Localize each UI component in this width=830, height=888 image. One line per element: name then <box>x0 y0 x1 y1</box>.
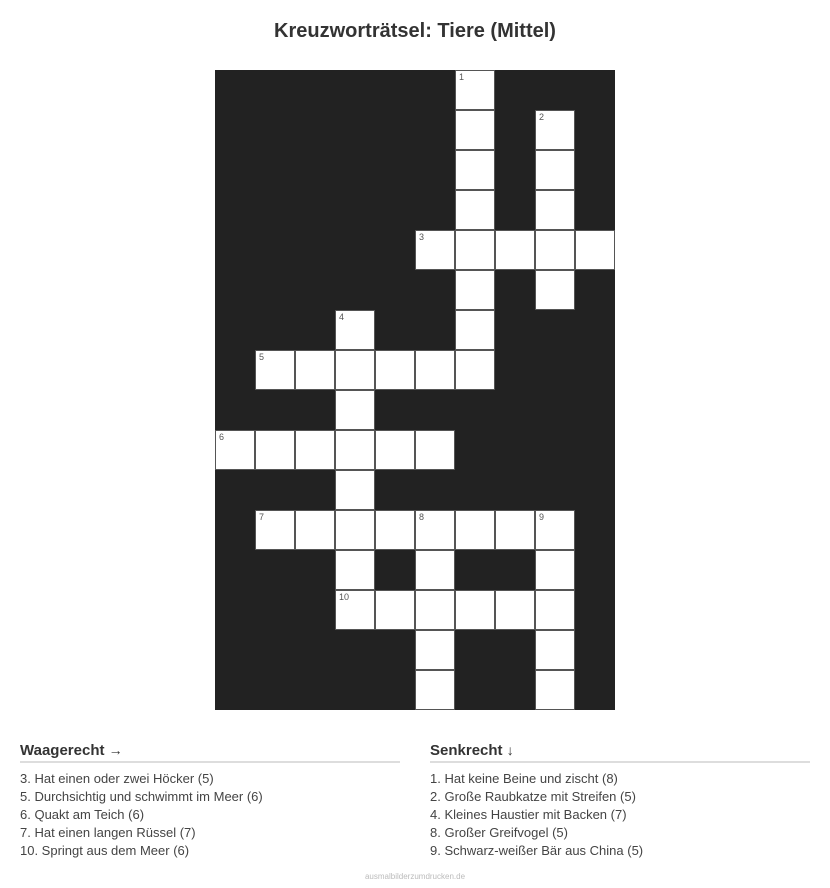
down-heading-label: Senkrecht <box>430 742 503 759</box>
crossword-cell[interactable] <box>535 550 575 590</box>
across-clue-list <box>20 770 400 860</box>
clue-item: 6. Quakt am Teich (6) <box>20 807 145 822</box>
cell-number: 6 <box>219 432 225 442</box>
crossword-cell[interactable] <box>455 270 495 310</box>
crossword-cell[interactable] <box>375 350 415 390</box>
crossword-grid <box>215 70 615 710</box>
clues-across <box>20 741 400 860</box>
crossword-cell[interactable] <box>255 350 295 390</box>
crossword-cell[interactable] <box>495 590 535 630</box>
crossword-cell[interactable] <box>455 510 495 550</box>
clue-item: 10. Springt aus dem Meer (6) <box>20 843 190 858</box>
crossword-cell[interactable] <box>535 590 575 630</box>
cell-number: 9 <box>539 512 545 522</box>
crossword-cell[interactable] <box>255 430 295 470</box>
crossword-cell[interactable] <box>335 590 375 630</box>
crossword-cell[interactable] <box>455 150 495 190</box>
crossword-cell[interactable] <box>295 350 335 390</box>
crossword-cell[interactable] <box>335 350 375 390</box>
crossword-cell[interactable] <box>415 510 455 550</box>
crossword-cell[interactable] <box>535 510 575 550</box>
cell-number: 3 <box>419 232 425 242</box>
cell-number: 8 <box>419 512 425 522</box>
cell-number: 5 <box>259 352 265 362</box>
crossword-cell[interactable] <box>295 510 335 550</box>
clue-item: 5. Durchsichtig und schwimmt im Meer (6) <box>20 789 263 804</box>
crossword-cell[interactable] <box>215 430 255 470</box>
crossword-cell[interactable] <box>415 630 455 670</box>
crossword-cell[interactable] <box>575 230 615 270</box>
crossword-cell[interactable] <box>295 430 335 470</box>
crossword-cell[interactable] <box>455 70 495 110</box>
cell-number: 7 <box>259 512 265 522</box>
crossword-cell[interactable] <box>335 470 375 510</box>
crossword-cell[interactable] <box>455 110 495 150</box>
crossword-cell[interactable] <box>535 670 575 710</box>
crossword-cell[interactable] <box>375 430 415 470</box>
clue-item: 4. Kleines Haustier mit Backen (7) <box>430 807 627 822</box>
crossword-cell[interactable] <box>535 150 575 190</box>
crossword-cell[interactable] <box>415 230 455 270</box>
crossword-cell[interactable] <box>375 510 415 550</box>
crossword-cell[interactable] <box>335 310 375 350</box>
crossword-cell[interactable] <box>455 590 495 630</box>
clue-item: 8. Großer Greifvogel (5) <box>430 825 568 840</box>
across-heading-label: Waagerecht <box>20 742 105 759</box>
arrow-down-icon: ↓ <box>506 742 514 758</box>
crossword-cell[interactable] <box>535 230 575 270</box>
page-title: Kreuzworträtsel: Tiere (Mittel) <box>274 20 556 42</box>
crossword-cell[interactable] <box>415 590 455 630</box>
crossword-cell[interactable] <box>455 190 495 230</box>
crossword-cell[interactable] <box>335 510 375 550</box>
clue-item: 7. Hat einen langen Rüssel (7) <box>20 825 196 840</box>
clues-down <box>430 741 810 860</box>
down-heading <box>430 741 810 763</box>
down-clue-list <box>430 770 810 860</box>
crossword-cell[interactable] <box>335 430 375 470</box>
crossword-cell[interactable] <box>415 430 455 470</box>
clue-item: 3. Hat einen oder zwei Höcker (5) <box>20 771 214 786</box>
cell-number: 1 <box>459 72 465 82</box>
crossword-cell[interactable] <box>455 230 495 270</box>
across-heading <box>20 741 400 763</box>
crossword-cell[interactable] <box>535 190 575 230</box>
clue-item: 1. Hat keine Beine und zischt (8) <box>430 771 618 786</box>
clue-item: 2. Große Raubkatze mit Streifen (5) <box>430 789 636 804</box>
cell-number: 10 <box>339 592 350 602</box>
cell-number: 2 <box>539 112 545 122</box>
crossword-cell[interactable] <box>415 670 455 710</box>
crossword-cell[interactable] <box>335 550 375 590</box>
crossword-cell[interactable] <box>255 510 295 550</box>
crossword-cell[interactable] <box>535 270 575 310</box>
footer-credit: ausmalbilderzumdrucken.de <box>364 872 466 881</box>
crossword-cell[interactable] <box>535 630 575 670</box>
clue-item: 9. Schwarz-weißer Bär aus China (5) <box>430 843 644 858</box>
crossword-cell[interactable] <box>375 590 415 630</box>
crossword-cell[interactable] <box>495 230 535 270</box>
crossword-cell[interactable] <box>415 350 455 390</box>
crossword-cell[interactable] <box>455 310 495 350</box>
cell-number: 4 <box>339 312 345 322</box>
crossword-cell[interactable] <box>335 390 375 430</box>
crossword-cell[interactable] <box>535 110 575 150</box>
crossword-cell[interactable] <box>455 350 495 390</box>
arrow-right-icon: → <box>108 742 123 758</box>
crossword-cell[interactable] <box>495 510 535 550</box>
crossword-cell[interactable] <box>415 550 455 590</box>
